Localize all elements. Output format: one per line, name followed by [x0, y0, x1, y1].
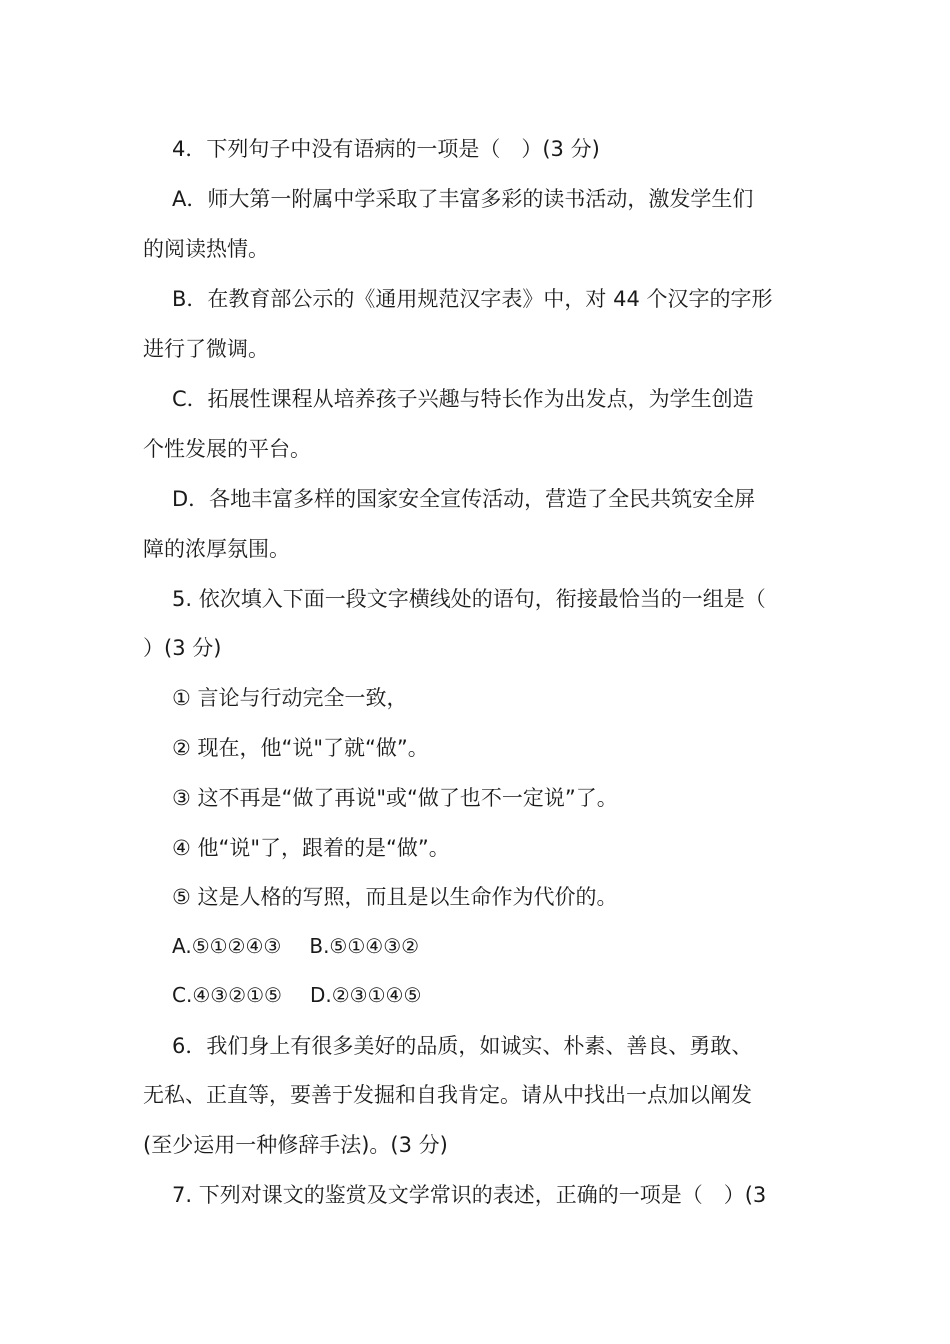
q6-line1: 6．我们身上有很多美好的品质，如诚实、朴素、善良、勇敢、	[172, 1034, 753, 1058]
q4-stem: 4．下列句子中没有语病的一项是（ ）(3 分)	[172, 137, 600, 161]
q4-option-c-line1: C．拓展性课程从培养孩子兴趣与特长作为出发点，为学生创造	[172, 387, 754, 411]
q7-line1: 7. 下列对课文的鉴赏及文学常识的表述，正确的一项是（ ）(3	[172, 1183, 767, 1207]
q4-option-b-line1: B．在教育部公示的《通用规范汉字表》中，对 44 个汉字的字形	[172, 287, 773, 311]
q4-option-c-line2: 个性发展的平台。	[143, 437, 311, 461]
q5-stem-line1: 5. 依次填入下面一段文字横线处的语句，衔接最恰当的一组是（	[172, 587, 766, 611]
q4-option-d-line1: D．各地丰富多样的国家安全宣传活动，营造了全民共筑安全屏	[172, 487, 756, 511]
q5-options-row1	[172, 931, 419, 961]
q4-option-a-line1: A．师大第一附属中学采取了丰富多彩的读书活动，激发学生们	[172, 187, 754, 211]
q5-option-a: A.⑤①②④③	[172, 934, 282, 958]
q5-option-b: B.⑤①④③②	[309, 934, 420, 958]
q5-sentence-5: ⑤ 这是人格的写照，而且是以生命作为代价的。	[172, 885, 618, 909]
q5-sentence-3: ③ 这不再是“做了再说"或“做了也不一定说”了。	[172, 786, 618, 810]
q5-option-d: D.②③①④⑤	[309, 983, 422, 1007]
q4-option-d-line2: 障的浓厚氛围。	[143, 537, 290, 561]
q4-option-a-line2: 的阅读热情。	[143, 237, 269, 261]
q5-options-row2	[172, 980, 421, 1010]
q5-option-c: C.④③②①⑤	[172, 983, 282, 1007]
q5-sentence-1: ① 言论与行动完全一致，	[172, 686, 408, 710]
q6-line2: 无私、正直等，要善于发掘和自我肯定。请从中找出一点加以阐发	[143, 1083, 752, 1107]
q5-stem-line2: ）(3 分)	[143, 636, 222, 660]
q5-sentence-4: ④ 他“说"了，跟着的是“做”。	[172, 836, 450, 860]
q4-option-b-line2: 进行了微调。	[143, 337, 269, 361]
q5-sentence-2: ② 现在，他“说"了就“做”。	[172, 736, 429, 760]
q6-line3: (至少运用一种修辞手法)。(3 分)	[143, 1133, 448, 1157]
